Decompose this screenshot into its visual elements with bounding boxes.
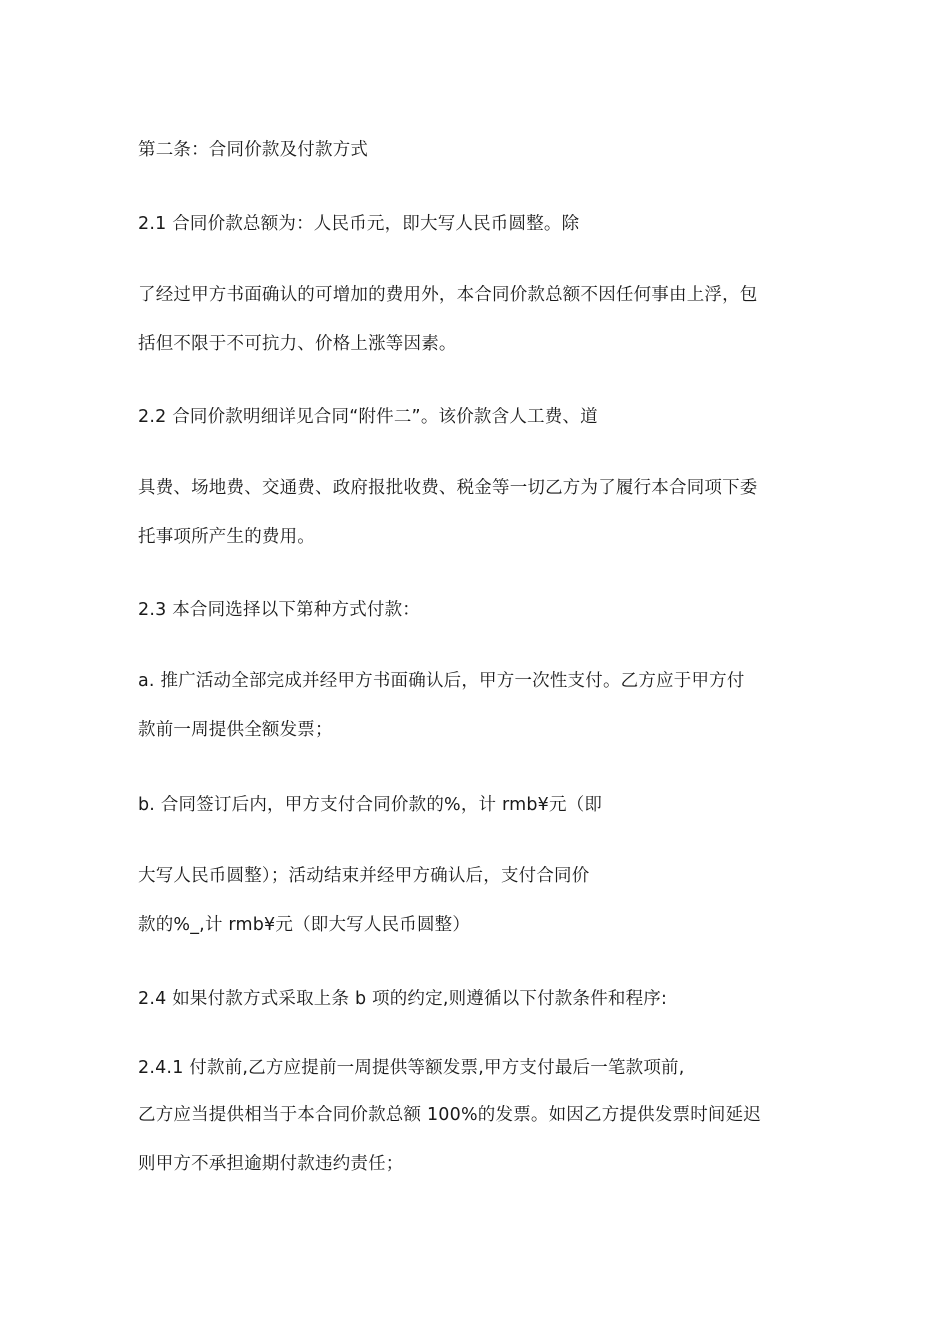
paragraph-line: 具费、场地费、交通费、政府报批收费、税金等一切乙方为了履行本合同项下委 [138,478,758,498]
paragraph-line: 款的%_,计 rmb¥元（即大写人民币圆整） [138,915,471,935]
paragraph-line: 托事项所产生的费用。 [138,527,315,547]
paragraph-line: 乙方应当提供相当于本合同价款总额 100%的发票。如因乙方提供发票时间延迟 [138,1105,761,1125]
paragraph-line: 2.3 本合同选择以下第种方式付款： [138,600,420,620]
paragraph-line: 了经过甲方书面确认的可增加的费用外，本合同价款总额不因任何事由上浮，包 [138,285,758,305]
paragraph-line: 款前一周提供全额发票； [138,720,333,740]
paragraph-line: a. 推广活动全部完成并经甲方书面确认后，甲方一次性支付。乙方应于甲方付 [138,671,745,691]
paragraph-line: b. 合同签订后内，甲方支付合同价款的%，计 rmb¥元（即 [138,795,603,815]
paragraph-line: 则甲方不承担逾期付款违约责任； [138,1154,404,1174]
paragraph-line: 2.4.1 付款前,乙方应提前一周提供等额发票,甲方支付最后一笔款项前, [138,1058,685,1078]
article-heading: 第二条：合同价款及付款方式 [138,140,369,160]
paragraph-line: 大写人民币圆整）；活动结束并经甲方确认后，支付合同价 [138,866,590,886]
paragraph-line: 2.1 合同价款总额为：人民币元，即大写人民币圆整。除 [138,214,580,234]
paragraph-line: 2.2 合同价款明细详见合同“附件二”。该价款含人工费、道 [138,407,598,427]
paragraph-line: 2.4 如果付款方式采取上条 b 项的约定,则遵循以下付款条件和程序: [138,989,668,1009]
paragraph-line: 括但不限于不可抗力、价格上涨等因素。 [138,334,457,354]
